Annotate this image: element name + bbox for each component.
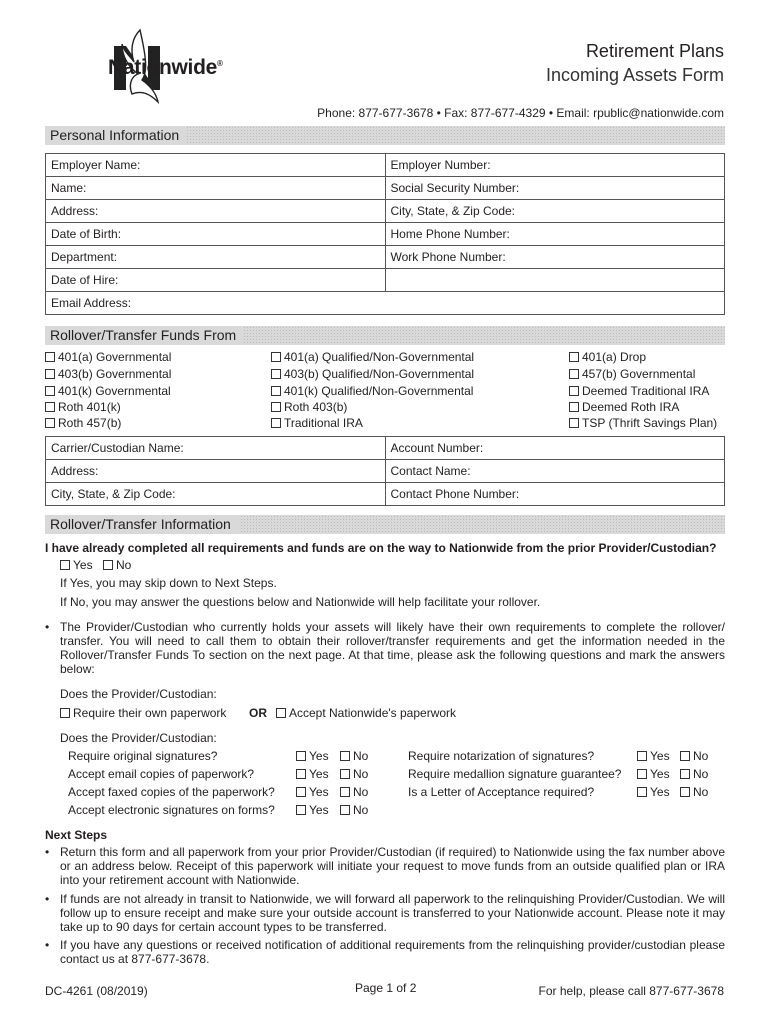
carrier-name-field[interactable]: Carrier/Custodian Name:	[46, 437, 386, 460]
no-checkbox[interactable]: No	[680, 785, 708, 799]
contact-phone-field[interactable]: Contact Phone Number:	[385, 483, 725, 506]
section-rollover-information: Rollover/Transfer Information	[45, 515, 725, 534]
contact-line: Phone: 877-677-3678 • Fax: 877-677-4329 • Email: rpublic@nationwide.com	[317, 106, 724, 120]
does-provider-label-2: Does the Provider/Custodian:	[60, 731, 217, 745]
form-title: Retirement Plans	[585, 41, 724, 61]
table-row	[46, 200, 725, 223]
yes-checkbox[interactable]: Yes	[637, 767, 670, 781]
employer-name-field[interactable]: Employer Name:	[46, 154, 386, 177]
question-letter-acceptance: Is a Letter of Acceptance required?	[408, 785, 595, 799]
yes-checkbox[interactable]: Yes	[296, 767, 329, 781]
provider-bullet: The Provider/Custodian who currently holds your assets will likely have their own requirements to complete the rollover/ transfer. You will need to call them to obtain their rollover/transfer requirements and get the information needed in the Rollover/Transfer Funds To section on the next page. At that time, please ask the following questions and mark the answers below:	[60, 620, 725, 676]
next-step-in-transit: If funds are not already in transit to Nationwide, we will forward all paperwork to the relinquishing Provider/Custodian. We will follow up to ensure receipt and make sure your outside account is transferred to your Nationwide account. Please note it may take up to 90 days for certain account types to be transferred.	[60, 892, 725, 934]
employer-number-field[interactable]: Employer Number:	[385, 154, 725, 177]
or-label: OR	[249, 706, 267, 720]
date-of-hire-field[interactable]: Date of Hire:	[46, 269, 386, 292]
bullet-dot: •	[45, 938, 50, 952]
blank-field[interactable]	[385, 269, 725, 292]
next-step-questions: If you have any questions or received notification of additional requirements from the relinquishing provider/custodian please contact us at 877-677-3678.	[60, 938, 725, 966]
table-row	[46, 483, 725, 506]
completed-question: I have already completed all requirements and funds are on the way to Nationwide from the prior Provider/Custodian?	[45, 541, 717, 555]
table-row	[46, 269, 725, 292]
checkbox-deemed-roth-ira[interactable]: Deemed Roth IRA	[569, 400, 679, 414]
own-paperwork-checkbox[interactable]: Require their own paperwork	[60, 706, 226, 720]
no-checkbox[interactable]: No	[340, 803, 368, 817]
section-personal-information: Personal Information	[45, 126, 725, 145]
checkbox-403b-qualified[interactable]: 403(b) Qualified/Non-Governmental	[271, 367, 474, 381]
completed-yes-checkbox[interactable]: Yes	[60, 558, 93, 572]
checkbox-tsp[interactable]: TSP (Thrift Savings Plan)	[569, 416, 717, 430]
city-state-zip-field[interactable]: City, State, & Zip Code:	[385, 200, 725, 223]
checkbox-401k-qualified[interactable]: 401(k) Qualified/Non-Governmental	[271, 384, 473, 398]
question-email-copies: Accept email copies of paperwork?	[68, 767, 255, 781]
no-checkbox[interactable]: No	[340, 767, 368, 781]
checkbox-457b-gov[interactable]: 457(b) Governmental	[569, 367, 695, 381]
table-row	[46, 292, 725, 315]
question-notarization: Require notarization of signatures?	[408, 749, 595, 763]
home-phone-field[interactable]: Home Phone Number:	[385, 223, 725, 246]
table-row	[46, 154, 725, 177]
question-original-signatures: Require original signatures?	[68, 749, 218, 763]
question-medallion: Require medallion signature guarantee?	[408, 767, 622, 781]
completed-no-checkbox[interactable]: No	[103, 558, 131, 572]
personal-information-table	[45, 153, 725, 315]
table-row	[46, 460, 725, 483]
checkbox-traditional-ira[interactable]: Traditional IRA	[271, 416, 363, 430]
question-faxed-copies: Accept faxed copies of the paperwork?	[68, 785, 275, 799]
account-number-field[interactable]: Account Number:	[385, 437, 725, 460]
checkbox-roth-401k[interactable]: Roth 401(k)	[45, 400, 121, 414]
bullet-dot: •	[45, 845, 50, 859]
checkbox-deemed-traditional-ira[interactable]: Deemed Traditional IRA	[569, 384, 709, 398]
no-checkbox[interactable]: No	[340, 785, 368, 799]
table-row	[46, 437, 725, 460]
yes-checkbox[interactable]: Yes	[637, 785, 670, 799]
carrier-information-table	[45, 436, 725, 506]
yes-checkbox[interactable]: Yes	[296, 749, 329, 763]
page-number: Page 1 of 2	[355, 981, 417, 995]
table-row	[46, 223, 725, 246]
contact-name-field[interactable]: Contact Name:	[385, 460, 725, 483]
carrier-address-field[interactable]: Address:	[46, 460, 386, 483]
address-field[interactable]: Address:	[46, 200, 386, 223]
checkbox-roth-403b[interactable]: Roth 403(b)	[271, 400, 347, 414]
bullet-dot: •	[45, 892, 50, 906]
next-steps-heading: Next Steps	[45, 828, 108, 842]
does-provider-label-1: Does the Provider/Custodian:	[60, 687, 217, 701]
table-row	[46, 246, 725, 269]
no-checkbox[interactable]: No	[340, 749, 368, 763]
department-field[interactable]: Department:	[46, 246, 386, 269]
nationwide-paperwork-checkbox[interactable]: Accept Nationwide's paperwork	[276, 706, 456, 720]
no-checkbox[interactable]: No	[680, 749, 708, 763]
checkbox-401k-gov[interactable]: 401(k) Governmental	[45, 384, 171, 398]
section-rollover-funds-from: Rollover/Transfer Funds From	[45, 326, 725, 345]
date-of-birth-field[interactable]: Date of Birth:	[46, 223, 386, 246]
yes-checkbox[interactable]: Yes	[637, 749, 670, 763]
checkbox-403b-gov[interactable]: 403(b) Governmental	[45, 367, 171, 381]
help-line: For help, please call 877-677-3678	[538, 984, 724, 998]
bullet-dot: •	[45, 620, 50, 634]
yes-checkbox[interactable]: Yes	[296, 785, 329, 799]
brand-name: Nationwide®	[108, 56, 223, 79]
name-field[interactable]: Name:	[46, 177, 386, 200]
work-phone-field[interactable]: Work Phone Number:	[385, 246, 725, 269]
form-code: DC-4261 (08/2019)	[45, 984, 148, 998]
checkbox-roth-457b[interactable]: Roth 457(b)	[45, 416, 121, 430]
if-no-text: If No, you may answer the questions below and Nationwide will help facilitate your rollover.	[60, 595, 541, 609]
question-electronic-signatures: Accept electronic signatures on forms?	[68, 803, 275, 817]
carrier-city-state-zip-field[interactable]: City, State, & Zip Code:	[46, 483, 386, 506]
next-step-return-form: Return this form and all paperwork from your prior Provider/Custodian (if required) to Nationwide using the fax number above or an address below. Receipt of this paperwork will initiate your request to move funds from an outside qualified plan or IRA into your retirement account with Nationwide.	[60, 845, 725, 887]
if-yes-text: If Yes, you may skip down to Next Steps.	[60, 576, 277, 590]
ssn-field[interactable]: Social Security Number:	[385, 177, 725, 200]
form-subtitle: Incoming Assets Form	[545, 65, 724, 85]
checkbox-401a-drop[interactable]: 401(a) Drop	[569, 350, 646, 364]
checkbox-401a-gov[interactable]: 401(a) Governmental	[45, 350, 171, 364]
yes-checkbox[interactable]: Yes	[296, 803, 329, 817]
checkbox-401a-qualified[interactable]: 401(a) Qualified/Non-Governmental	[271, 350, 474, 364]
email-address-field[interactable]: Email Address:	[46, 292, 725, 315]
no-checkbox[interactable]: No	[680, 767, 708, 781]
table-row	[46, 177, 725, 200]
